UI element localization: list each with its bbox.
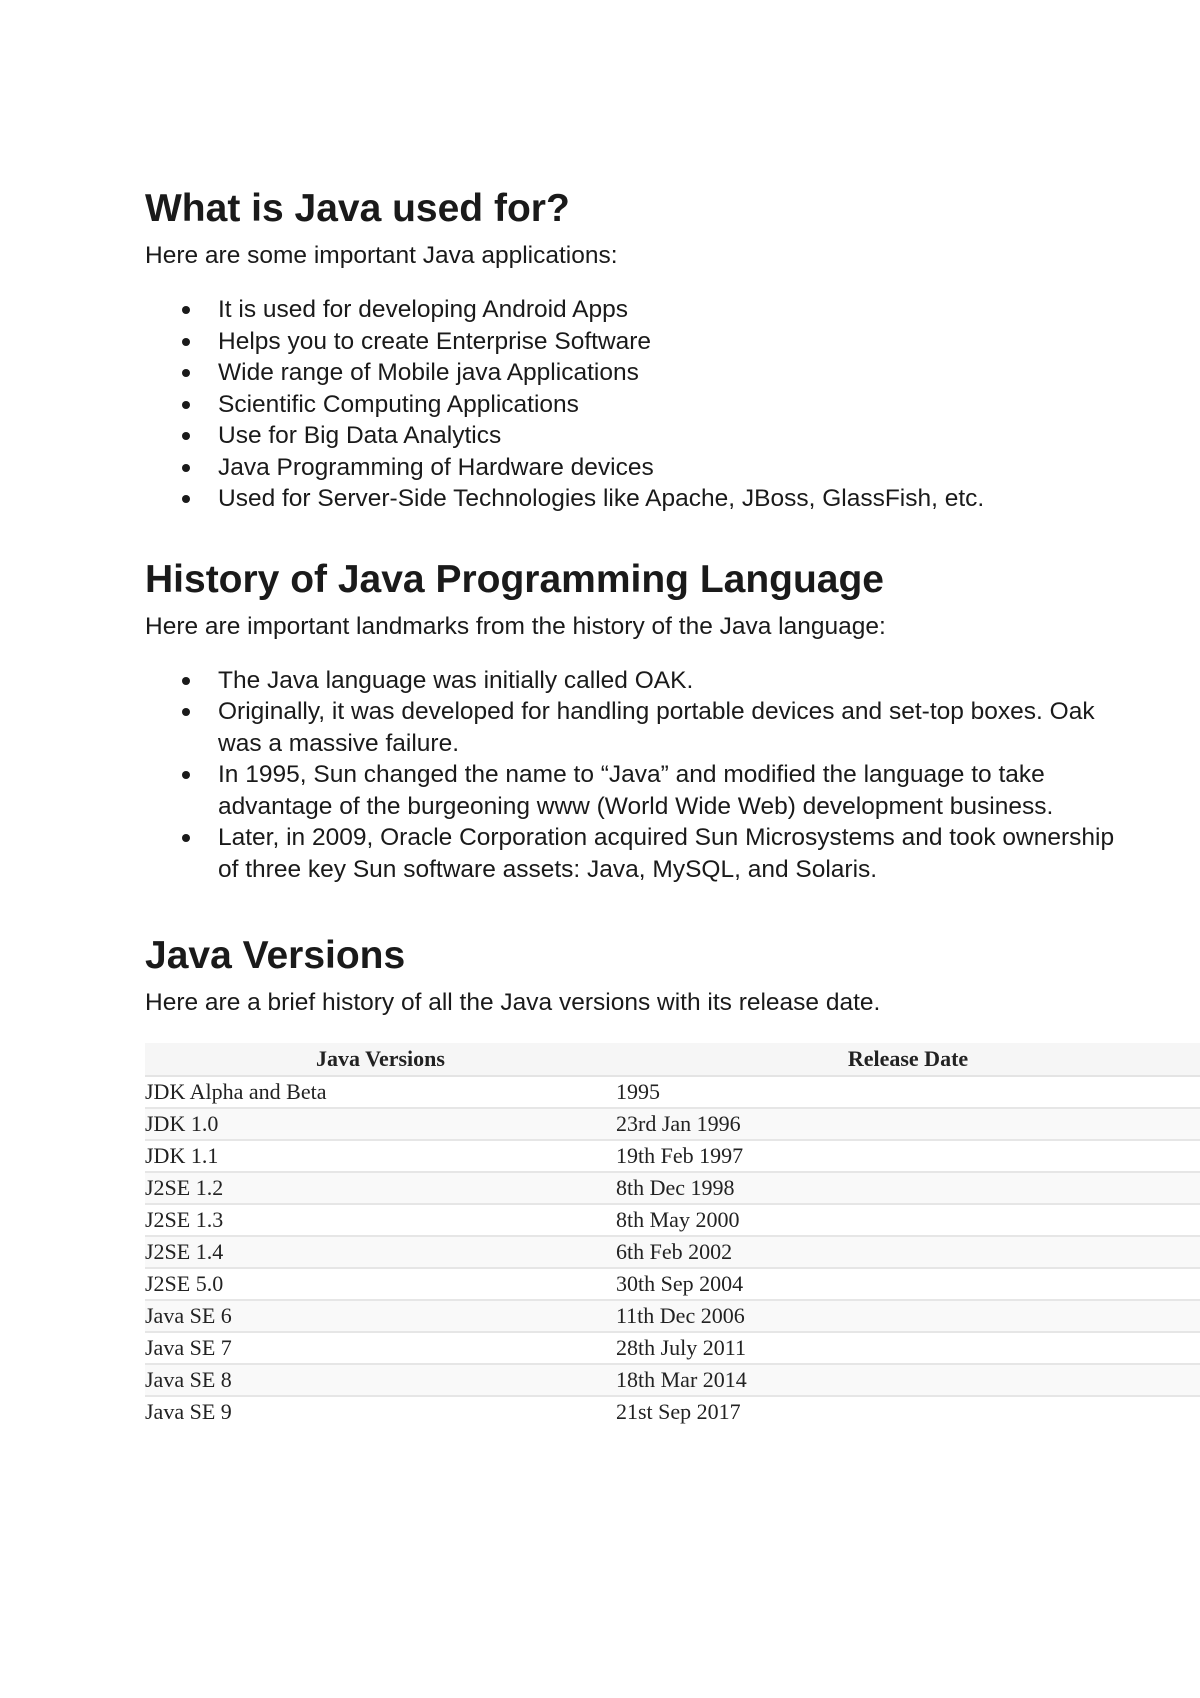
section-java-uses <box>145 186 1200 515</box>
bullet-icon <box>182 306 190 314</box>
intro-java-history: Here are important landmarks from the history of the Java language: <box>145 612 886 640</box>
release-date-cell: 23rd Jan 1996 <box>616 1108 1200 1140</box>
intro-java-versions: Here are a brief history of all the Java versions with its release date. <box>145 989 881 1016</box>
release-date-cell: 1995 <box>616 1076 1200 1108</box>
table-row <box>145 1140 1200 1172</box>
bullet-icon <box>182 369 190 377</box>
bullet-icon <box>182 464 190 472</box>
release-date-cell: 18th Mar 2014 <box>616 1364 1200 1396</box>
bullet-icon <box>182 432 190 440</box>
release-date-cell: 30th Sep 2004 <box>616 1268 1200 1300</box>
version-cell: JDK 1.1 <box>145 1140 616 1172</box>
list-item: Scientific Computing Applications <box>218 389 1118 421</box>
bullet-icon <box>182 338 190 346</box>
bullet-icon <box>182 834 190 842</box>
table-row <box>145 1268 1200 1300</box>
release-date-cell: 21st Sep 2017 <box>616 1399 741 1424</box>
table-row <box>145 1300 1200 1332</box>
bullet-icon <box>182 708 190 716</box>
table-row <box>145 1172 1200 1204</box>
version-cell: Java SE 9 <box>145 1399 232 1424</box>
version-cell: Java SE 6 <box>145 1300 616 1332</box>
heading-java-history: History of Java Programming Language <box>145 557 885 601</box>
version-cell: JDK Alpha and Beta <box>145 1076 616 1108</box>
version-cell: Java SE 8 <box>145 1364 616 1396</box>
column-header-version: Java Versions <box>145 1043 616 1076</box>
list-item: In 1995, Sun changed the name to “Java” and modified the language to take advantage of the burgeoning www (World Wide Web) development business. <box>218 759 1118 822</box>
version-cell: J2SE 1.2 <box>145 1172 616 1204</box>
bullet-icon <box>182 495 190 503</box>
bullet-icon <box>182 677 190 685</box>
table-row <box>145 1204 1200 1236</box>
list-item: It is used for developing Android Apps <box>218 294 1118 326</box>
version-cell: JDK 1.0 <box>145 1108 616 1140</box>
document-page <box>145 186 1200 1427</box>
version-cell: J2SE 1.4 <box>145 1236 616 1268</box>
section-java-history <box>145 557 1200 886</box>
heading-java-uses: What is Java used for? <box>145 187 570 230</box>
release-date-cell: 6th Feb 2002 <box>616 1236 1200 1268</box>
list-item: Used for Server-Side Technologies like Apache, JBoss, GlassFish, etc. <box>218 483 1118 515</box>
list-java-uses <box>145 294 1118 515</box>
list-item: Wide range of Mobile java Applications <box>218 357 1118 389</box>
list-item: Use for Big Data Analytics <box>218 420 1118 452</box>
bullet-icon <box>182 771 190 779</box>
release-date-cell: 8th Dec 1998 <box>616 1172 1200 1204</box>
table-row <box>145 1364 1200 1396</box>
release-date-cell: 8th May 2000 <box>616 1204 1200 1236</box>
heading-java-versions: Java Versions <box>145 934 406 977</box>
list-item: Originally, it was developed for handling portable devices and set-top boxes. Oak was a massive failure. <box>218 696 1118 759</box>
table-row <box>145 1236 1200 1268</box>
version-cell: J2SE 5.0 <box>145 1268 616 1300</box>
section-java-versions <box>145 933 1200 1427</box>
versions-table <box>145 1043 1200 1427</box>
table-header-row <box>145 1043 1200 1076</box>
version-cell: J2SE 1.3 <box>145 1204 616 1236</box>
intro-java-uses: Here are some important Java applications: <box>145 242 618 269</box>
list-item: Java Programming of Hardware devices <box>218 452 1118 484</box>
table-row <box>145 1108 1200 1140</box>
version-cell: Java SE 7 <box>145 1332 616 1364</box>
list-item: Helps you to create Enterprise Software <box>218 326 1118 358</box>
table-row <box>145 1076 1200 1108</box>
release-date-cell: 11th Dec 2006 <box>616 1300 1200 1332</box>
list-item: Later, in 2009, Oracle Corporation acquired Sun Microsystems and took ownership of three key Sun software assets: Java, MySQL, and Solaris. <box>218 822 1118 885</box>
list-item: The Java language was initially called OAK. <box>218 665 1118 697</box>
column-header-release-date: Release Date <box>616 1043 1200 1076</box>
table-row <box>145 1396 1200 1427</box>
list-java-history <box>145 665 1118 886</box>
bullet-icon <box>182 401 190 409</box>
release-date-cell: 19th Feb 1997 <box>616 1140 1200 1172</box>
release-date-cell: 28th July 2011 <box>616 1332 1200 1364</box>
table-row <box>145 1332 1200 1364</box>
